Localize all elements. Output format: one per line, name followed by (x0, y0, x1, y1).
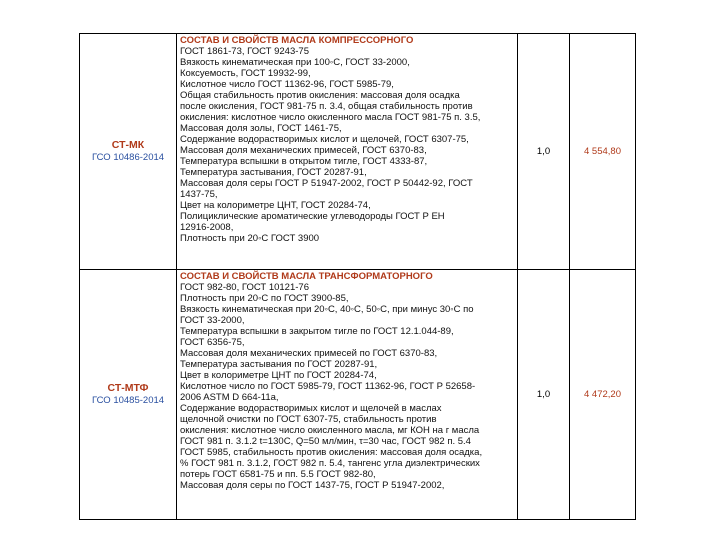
quantity-cell: 1,0 (518, 270, 570, 520)
product-code-cell (80, 270, 177, 520)
description-line: Кислотное число по ГОСТ 5985-79, ГОСТ 11362-96, ГОСТ Р 52658- (180, 381, 476, 392)
description-line: ГОСТ 981 п. 3.1.2 t=130С, Q=50 мл/мин, τ=30 час, ГОСТ 982 п. 5.4 (180, 436, 471, 447)
description-line: 12916-2008, (180, 222, 234, 233)
description-line: Массовая доля золы, ГОСТ 1461-75, (180, 123, 342, 134)
description-line: 1437-75, (180, 189, 218, 200)
description-line: окисления: кислотное число окисленного масла ГОСТ 981-75 п. 3.5, (180, 112, 481, 123)
description-line: ГОСТ 982-80, ГОСТ 10121-76 (180, 282, 309, 293)
table-row (80, 34, 636, 270)
gso-number: ГСО 10486-2014 (91, 152, 165, 163)
description-line: Массовая доля механических примесей по ГОСТ 6370-83, (180, 348, 438, 359)
description-line: Полициклические ароматические углеводороды ГОСТ Р ЕН (180, 211, 445, 222)
description-line: Вязкость кинематическая при 20◦С, 40◦С, 50◦С, при минус 30◦С по (180, 304, 474, 315)
description-line: Массовая доля механических примесей, ГОСТ 6370-83, (180, 145, 427, 156)
description-line: Коксуемость, ГОСТ 19932-99, (180, 68, 311, 79)
description-line: Температура вспышки в открытом тигле, ГОСТ 4333-87, (180, 156, 428, 167)
product-code: СТ-МТФ (107, 382, 149, 394)
price-table (79, 33, 636, 520)
description-line: Цвет в колориметре ЦНТ по ГОСТ 20284-74, (180, 370, 377, 381)
description-line: Кислотное число ГОСТ 11362-96, ГОСТ 5985-79, (180, 79, 394, 90)
description-line: потерь ГОСТ 6581-75 и пп. 5.5 ГОСТ 982-80, (180, 469, 376, 480)
description-line: Массовая доля серы ГОСТ Р 51947-2002, ГОСТ Р 50442-92, ГОСТ (180, 178, 473, 189)
price-cell: 4 554,80 (570, 34, 636, 270)
description-line: Содержание водорастворимых кислот и щелочей, ГОСТ 6307-75, (180, 134, 469, 145)
description-line: Температура вспышки в закрытом тигле по ГОСТ 12.1.044-89, (180, 326, 454, 337)
table-row (80, 270, 636, 520)
description-line: Массовая доля серы по ГОСТ 1437-75, ГОСТ Р 51947-2002, (180, 480, 445, 491)
description-line: ГОСТ 33-2000, (180, 315, 245, 326)
description-line: Общая стабильность против окисления: массовая доля осадка (180, 90, 460, 101)
description-line: % ГОСТ 981 п. 3.1.2, ГОСТ 982 п. 5.4, тангенс угла диэлектрических (180, 458, 480, 469)
description-cell (177, 270, 518, 520)
price-cell: 4 472,20 (570, 270, 636, 520)
description-line: СОСТАВ И СВОЙСТВ МАСЛА КОМПРЕССОРНОГО (180, 35, 414, 46)
description-line: 2006 ASTM D 664-11a, (180, 392, 279, 403)
product-code: СТ-МК (111, 139, 145, 151)
description-cell (177, 34, 518, 270)
description-line: щелочной очистки по ГОСТ 6307-75, стабильность против (180, 414, 437, 425)
quantity-cell: 1,0 (518, 34, 570, 270)
description-line: Плотность при 20◦С по ГОСТ 3900-85, (180, 293, 349, 304)
description-line: Вязкость кинематическая при 100◦С, ГОСТ 33-2000, (180, 57, 410, 68)
description-line: Температура застывания, ГОСТ 20287-91, (180, 167, 367, 178)
description-line: СОСТАВ И СВОЙСТВ МАСЛА ТРАНСФОРМАТОРНОГО (180, 271, 433, 282)
description-line: ГОСТ 5985, стабильность против окисления: массовая доля осадка, (180, 447, 483, 458)
description-line: ГОСТ 6356-75, (180, 337, 245, 348)
product-code-cell (80, 34, 177, 270)
description-line: Температура застывания по ГОСТ 20287-91, (180, 359, 378, 370)
gso-number: ГСО 10485-2014 (91, 395, 165, 406)
description-line: Содержание водорастворимых кислот и щелочей в маслах (180, 403, 442, 414)
description-line: ГОСТ 1861-73, ГОСТ 9243-75 (180, 46, 309, 57)
description-line: Плотность при 20◦С ГОСТ 3900 (180, 233, 320, 244)
description-line: окисления: кислотное число окисленного масла, мг КОН на г масла (180, 425, 480, 436)
description-line: после окисления, ГОСТ 981-75 п. 3.4, общая стабильность против (180, 101, 473, 112)
description-line: Цвет на колориметре ЦНТ, ГОСТ 20284-74, (180, 200, 371, 211)
